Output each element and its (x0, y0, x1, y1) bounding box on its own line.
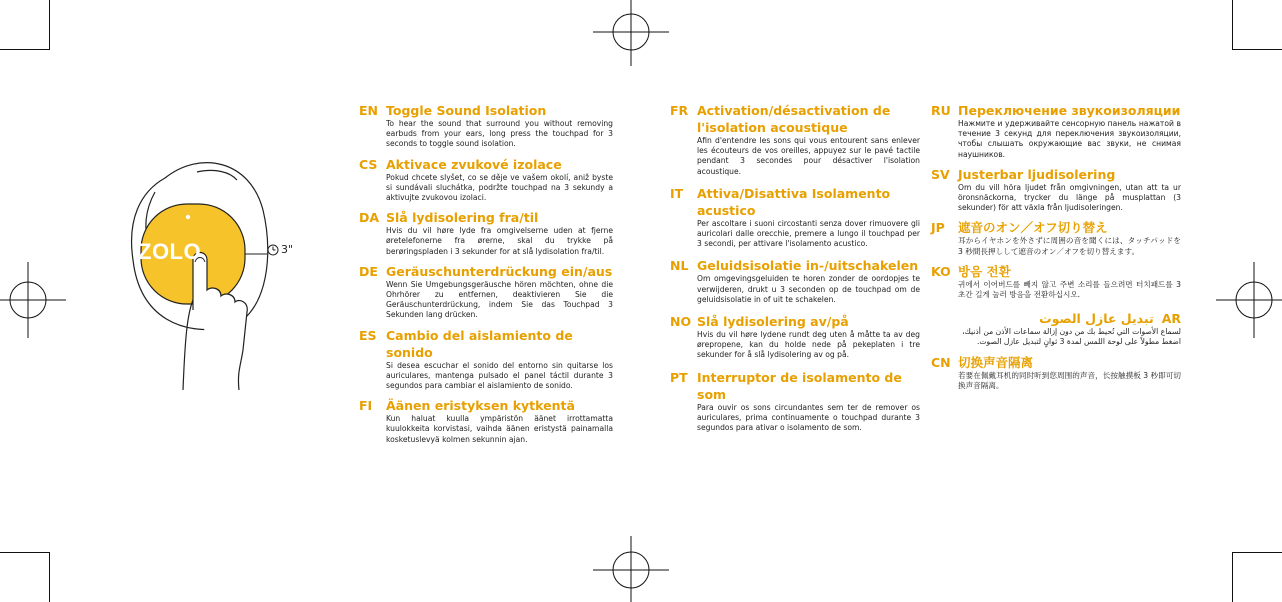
section-title: Geluidsisolatie in-/uitschakelen (697, 258, 919, 274)
section-da (359, 209, 613, 257)
section-ru (931, 102, 1181, 160)
lang-code: NO (670, 314, 692, 330)
section-pt (670, 369, 920, 434)
section-body: Si desea escuchar el sonido del entorno sin quitarse los auriculares, mantenga pulsado el panel táctil durante 3 segundos para cambiar el aislamiento de sonido. (386, 360, 613, 391)
column-1 (359, 102, 613, 445)
section-body: 若要在佩戴耳机的同时听到您周围的声音，长按触摸板 3 秒即可切换声音隔离。 (958, 370, 1181, 390)
lang-code: AR (1161, 311, 1181, 327)
section-title: Переключение звукоизоляции (958, 103, 1181, 118)
lang-code: FI (359, 398, 373, 414)
hold-duration-label (267, 243, 293, 256)
section-title: Attiva/Disattiva Isolamento acustico (697, 185, 891, 218)
section-title: Interruptor de isolamento de som (697, 369, 902, 402)
section-sv (931, 166, 1181, 214)
lang-code: SV (931, 166, 950, 182)
section-it (670, 185, 920, 250)
lang-code: PT (670, 369, 688, 385)
section-fi (359, 397, 613, 445)
section-title: Activation/désactivation de l'isolation acoustique (697, 103, 891, 135)
section-title: Toggle Sound Isolation (386, 103, 547, 118)
section-de (359, 263, 613, 321)
section-body: Om du vill höra ljudet från omgivningen, utan att ta ur öronsnäckorna, trycker du länge på musplattan (3 sekunder) för att växla från ljudisoleringen. (958, 182, 1181, 213)
section-body: Per ascoltare i suoni circostanti senza dover rimuovere gli auricolari dalle orecchie, premere a lungo il touchpad per 3 secondi, per attivare l'isolamento acustico. (697, 218, 920, 249)
section-body: Pokud chcete slyšet, co se děje ve vašem okolí, aniž byste si sundávali sluchátka, podržte touchpad na 3 sekundy a aktivujte zvukovou izolaci. (386, 172, 613, 203)
section-ar (931, 310, 1181, 347)
lang-code: CN (931, 354, 951, 370)
lang-code: DA (359, 210, 380, 226)
clock-icon (267, 244, 279, 256)
lang-code: JP (931, 220, 945, 236)
lang-code: IT (670, 185, 684, 201)
section-title: Aktivace zvukové izolace (386, 156, 562, 172)
lang-code: RU (931, 103, 951, 118)
zolo-logo: ZOLO (138, 239, 202, 264)
lang-code: DE (359, 263, 378, 279)
lang-code: FR (670, 103, 689, 118)
section-body: Wenn Sie Umgebungsgeräusche hören möchten, ohne die Ohrhörer zu entfernen, deaktivieren Sie die Geräuschunterdrückung, indem Sie das Touchpad 3 Sekunden lang drücken. (386, 279, 613, 320)
led-indicator (186, 215, 190, 219)
earbud-illustration (125, 150, 325, 400)
section-title: Justerbar ljudisolering (958, 166, 1116, 182)
column-3 (931, 102, 1181, 391)
section-title: Cambio del aislamiento de sonido (386, 327, 573, 360)
section-fr (670, 102, 920, 177)
section-title: تبديل عازل الصوت (1039, 311, 1154, 327)
section-body: Para ouvir os sons circundantes sem ter de remover os auriculares, prima continuamente o touchpad durante 3 segundos para ativar o isolamento de som. (697, 402, 920, 433)
registration-mark-right (1216, 262, 1282, 338)
section-title: 방음 전환 (958, 263, 1011, 279)
section-title: Slå lydisolering av/på (697, 314, 849, 330)
section-body: 귀에서 이어버드를 빼지 않고 주변 소리를 들으려면 터치패드를 3 초간 길게 눌러 방음을 전환하십시오. (958, 279, 1181, 300)
section-body: Hvis du vil høre lyde fra omgivelserne uden at fjerne øretelefonerne fra ørerne, skal du trykke på berøringspladen i 3 sekunder for at slå lydisolation fra/til. (386, 226, 613, 256)
section-cs (359, 156, 613, 204)
section-body: Hvis du vil høre lydene rundt deg uten å måtte ta av deg ørepropene, kan du holde nede på pekeplaten i tre sekunder for å slå lydisolering av og på. (697, 330, 920, 360)
lang-code: NL (670, 258, 689, 274)
section-nl (670, 257, 920, 305)
registration-mark-left (0, 262, 66, 338)
lang-code: EN (359, 103, 379, 118)
section-en (359, 102, 613, 150)
section-jp (931, 219, 1181, 256)
section-title: Slå lydisolering fra/til (386, 210, 539, 226)
section-body: Om omgevingsgeluiden te horen zonder de oordopjes te verwijderen, drukt u 3 seconden op de touchpad om de geluidsisolatie in of uit te schakelen. (697, 274, 920, 304)
timer-text: 3" (281, 243, 294, 256)
lang-code: ES (359, 327, 377, 343)
section-es (359, 327, 613, 392)
section-cn (931, 354, 1181, 391)
section-title: 切换声音隔离 (958, 354, 1034, 370)
section-body: 耳からイヤホンを外さずに周囲の音を聞くには、タッチパッドを 3 秒間長押しして遮音のオン／オフを切り替えます。 (958, 236, 1181, 256)
section-body: Kun haluat kuulla ympäristön äänet irrottamatta kuulokkeita korvistasi, vaihda äänen eristystä painamalla kosketuslevyä kolmen sekunnin ajan. (386, 414, 613, 444)
section-no (670, 313, 920, 361)
lang-code: CS (359, 156, 378, 172)
section-title: Geräuschunterdrückung ein/aus (386, 263, 613, 279)
section-body: Afin d'entendre les sons qui vous entourent sans enlever les écouteurs de vos oreilles, appuyez sur le pavé tactile pendant 3 secondes pour désactiver l'isolation acoustique. (697, 136, 920, 176)
registration-mark-bottom (593, 536, 669, 602)
section-title: 遮音のオン／オフ切り替え (958, 220, 1108, 236)
section-ko (931, 263, 1181, 300)
section-title: Äänen eristyksen kytkentä (386, 398, 575, 414)
section-body: لسماع الأصوات التي تُحيط بك من دون إزالة سماعات الأذن من أذنيك، اضغط مطولاً على لوحة اللمس لمدة 3 ثوانٍ لتبديل عازل الصوت. (962, 327, 1181, 347)
section-body: Нажмите и удерживайте сенсорную панель нажатой в течение 3 секунд для переключения звукоизоляции, чтобы слышать окружающие вас звуки, не снимая наушников. (958, 119, 1181, 159)
registration-mark-top (593, 0, 669, 66)
lang-code: KO (931, 263, 951, 279)
section-body: To hear the sound that surround you without removing earbuds from your ears, long press the touchpad for 3 seconds to toggle sound isolation. (386, 119, 613, 149)
column-2 (670, 102, 920, 433)
